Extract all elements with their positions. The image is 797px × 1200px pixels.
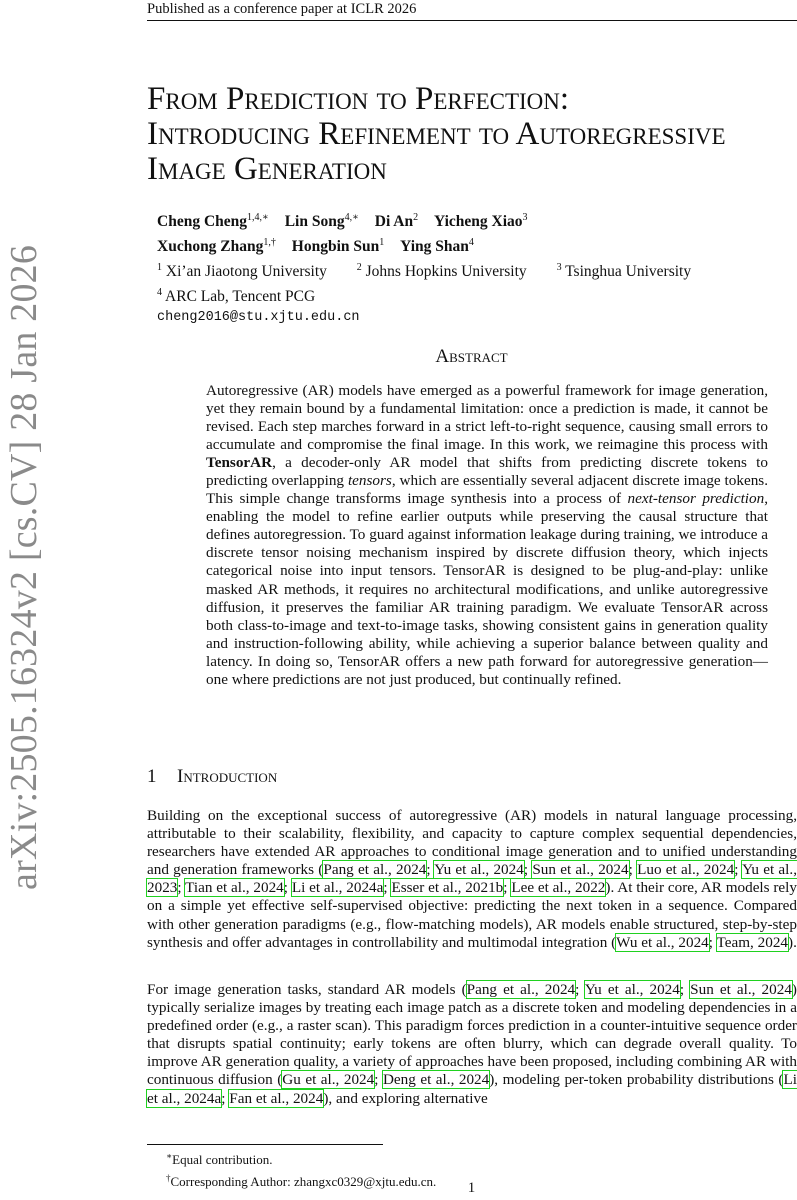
citation-link[interactable]: Esser et al., 2021b bbox=[391, 879, 504, 897]
citation-link[interactable]: Lee et al., 2022 bbox=[511, 879, 606, 897]
citation-link[interactable]: Yu et al., 2024 bbox=[584, 981, 680, 998]
author-name: Xuchong Zhang bbox=[157, 238, 264, 255]
affiliation-name: Johns Hopkins University bbox=[365, 263, 527, 280]
affiliation-name: Tsinghua University bbox=[565, 263, 692, 280]
author-block bbox=[157, 207, 777, 328]
author-affil: 1 bbox=[379, 237, 385, 248]
citation-link[interactable]: Yu et al., 2024 bbox=[434, 861, 524, 879]
citation-link[interactable]: Gu et al., 2024 bbox=[282, 1071, 375, 1089]
citation-link[interactable]: Fan et al., 2024 bbox=[229, 1089, 324, 1107]
author-name: Lin Song bbox=[284, 213, 345, 230]
affiliation-line-1 bbox=[157, 257, 777, 282]
citation-link[interactable]: Team, 2024 bbox=[716, 933, 789, 951]
citation-link[interactable]: Tian et al., 2024 bbox=[185, 879, 284, 897]
header-rule bbox=[147, 20, 797, 21]
author-line-2 bbox=[157, 232, 777, 257]
author-affil: 2 bbox=[413, 212, 419, 223]
section-heading-introduction bbox=[147, 766, 277, 788]
citation-link[interactable]: Sun et al., 2024 bbox=[532, 861, 629, 879]
footnote-text: Equal contribution. bbox=[172, 1152, 273, 1167]
footnote-text: Corresponding Author: zhangxc0329@xjtu.edu.cn. bbox=[170, 1174, 437, 1189]
author-affil: 1,4,∗ bbox=[247, 212, 269, 223]
affiliation-name: ARC Lab, Tencent PCG bbox=[165, 288, 316, 305]
footnote-rule bbox=[147, 1144, 383, 1145]
affiliation-mark: 4 bbox=[157, 287, 162, 298]
footnote-mark: † bbox=[166, 1173, 171, 1183]
citation-link[interactable]: Wu et al., 2024 bbox=[616, 933, 709, 951]
paper-title bbox=[147, 82, 797, 187]
author-email[interactable]: cheng2016@stu.xjtu.edu.cn bbox=[157, 310, 360, 325]
citation-link[interactable]: Luo et al., 2024 bbox=[637, 861, 735, 879]
footnote-mark: ∗ bbox=[166, 1151, 173, 1161]
section-title: Introduction bbox=[177, 766, 278, 787]
citation-link[interactable]: Li et al., 2024a bbox=[147, 1071, 797, 1107]
footnote-equal-contribution bbox=[166, 1147, 766, 1169]
section-number: 1 bbox=[147, 766, 157, 787]
citation-link[interactable]: Pang et al., 2024 bbox=[323, 861, 427, 879]
affiliation-mark: 3 bbox=[556, 262, 562, 273]
affiliation-mark: 1 bbox=[157, 262, 162, 273]
arxiv-stamp: arXiv:2505.16324v2 [cs.CV] 28 Jan 2026 bbox=[3, 244, 45, 890]
citation-link[interactable]: Li et al., 2024a bbox=[291, 879, 384, 897]
title-line-2: Introducing Refinement to Autoregressive bbox=[147, 116, 726, 152]
affiliation-mark: 2 bbox=[356, 262, 362, 273]
author-name: Ying Shan bbox=[400, 238, 469, 255]
author-affil: 3 bbox=[522, 212, 528, 223]
emphasis: next-tensor prediction bbox=[627, 490, 765, 508]
citation-link[interactable]: Deng et al., 2024 bbox=[382, 1071, 490, 1089]
citation-link[interactable]: Sun et al., 2024 bbox=[690, 981, 792, 998]
page-number: 1 bbox=[467, 1180, 476, 1196]
author-name: Cheng Cheng bbox=[157, 213, 248, 230]
author-affil: 4,∗ bbox=[344, 212, 359, 223]
title-line-3: Image Generation bbox=[147, 151, 387, 187]
affiliation-name: Xi’an Jiaotong University bbox=[165, 263, 327, 280]
title-line-1: From Prediction to Perfection: bbox=[147, 81, 570, 117]
abstract-text: Autoregressive (AR) models have emerged as a powerful framework for image generation, yet they remain bound by a fundamental limitation: once a prediction is made, it cannot be revised. Each step marches forward in a strict left-to-right sequence, causing small errors to accumulate and compromise the final image. In this work, we reimagine this process with TensorAR, a decoder-only AR model that shifts from predicting discrete tokens to predicting overlapping tensors, which are essentially several adjacent discrete image tokens. This simple change transforms image synthesis into a process of next-tensor prediction, enabling the model to refine earlier outputs while preserving the causal structure that defines autoregression. To guard against information leakage during training, we introduce a discrete tensor noising mechanism inspired by discrete diffusion theory, which injects categorical noise into input tensors. TensorAR is designed to be plug-and-play: unlike masked AR methods, it requires no architectural modifications, and unlike autoregressive diffusion, it preserves the familiar AR training paradigm. We evaluate TensorAR across both class-to-image and text-to-image tasks, showing consistent gains in generation quality and instruction-following ability, while achieving a superior balance between quality and latency. In doing so, TensorAR offers a new path forward for autoregressive generation—one where predictions are not just produced, but continually refined. bbox=[206, 382, 769, 688]
running-header: Published as a conference paper at ICLR 2026 bbox=[147, 1, 417, 17]
author-affil: 1,† bbox=[263, 237, 276, 248]
citation-link[interactable]: Pang et al., 2024 bbox=[466, 981, 576, 998]
author-name: Hongbin Sun bbox=[291, 238, 380, 255]
affiliation-line-2 bbox=[157, 282, 777, 307]
author-line-1 bbox=[157, 207, 777, 232]
abstract-heading: Abstract bbox=[435, 346, 508, 367]
model-name: TensorAR bbox=[206, 454, 273, 472]
author-affil: 4 bbox=[468, 237, 474, 248]
citation-link[interactable]: Yu et al., 2023 bbox=[147, 861, 797, 897]
author-name: Yicheng Xiao bbox=[433, 213, 523, 230]
author-name: Di An bbox=[374, 213, 414, 230]
emphasis: tensors bbox=[347, 472, 392, 490]
intro-paragraph-2: For image generation tasks, standard AR models (Pang et al., 2024; Yu et al., 2024; Sun et al., 2024) typically serialize images by treating each image patch as a discrete token and modeling dependencies in a predefined order (e.g., a raster scan). This paradigm forces prediction in a counter-intuitive sequence order that disrupts spatial continuity; early tokens are often blurry, which can degrade overall quality. To improve AR generation quality, a variety of approaches have been proposed, including combining AR with continuous diffusion (Gu et al., 2024; Deng et al., 2024), modeling per-token probability distributions (Li et al., 2024a; Fan et al., 2024), and exploring alternative bbox=[147, 981, 797, 1107]
intro-paragraph-1: Building on the exceptional success of autoregressive (AR) models in natural language processing, attributable to their scalability, flexibility, and capacity to capture complex sequential dependencies, researchers have extended AR approaches to conditional image generation and to unified understanding and generation frameworks (Pang et al., 2024; Yu et al., 2024; Sun et al., 2024; Luo et al., 2024; Yu et al., 2023; Tian et al., 2024; Li et al., 2024a; Esser et al., 2021b; Lee et al., 2022). At their core, AR models rely on a simple yet effective self-supervised objective: predicting the next token in a sequence. Compared with other generation paradigms (e.g., flow-matching models), AR models enable structured, step-by-step synthesis and offer advantages in controllability and multimodal integration (Wu et al., 2024; Team, 2024). bbox=[147, 807, 797, 951]
